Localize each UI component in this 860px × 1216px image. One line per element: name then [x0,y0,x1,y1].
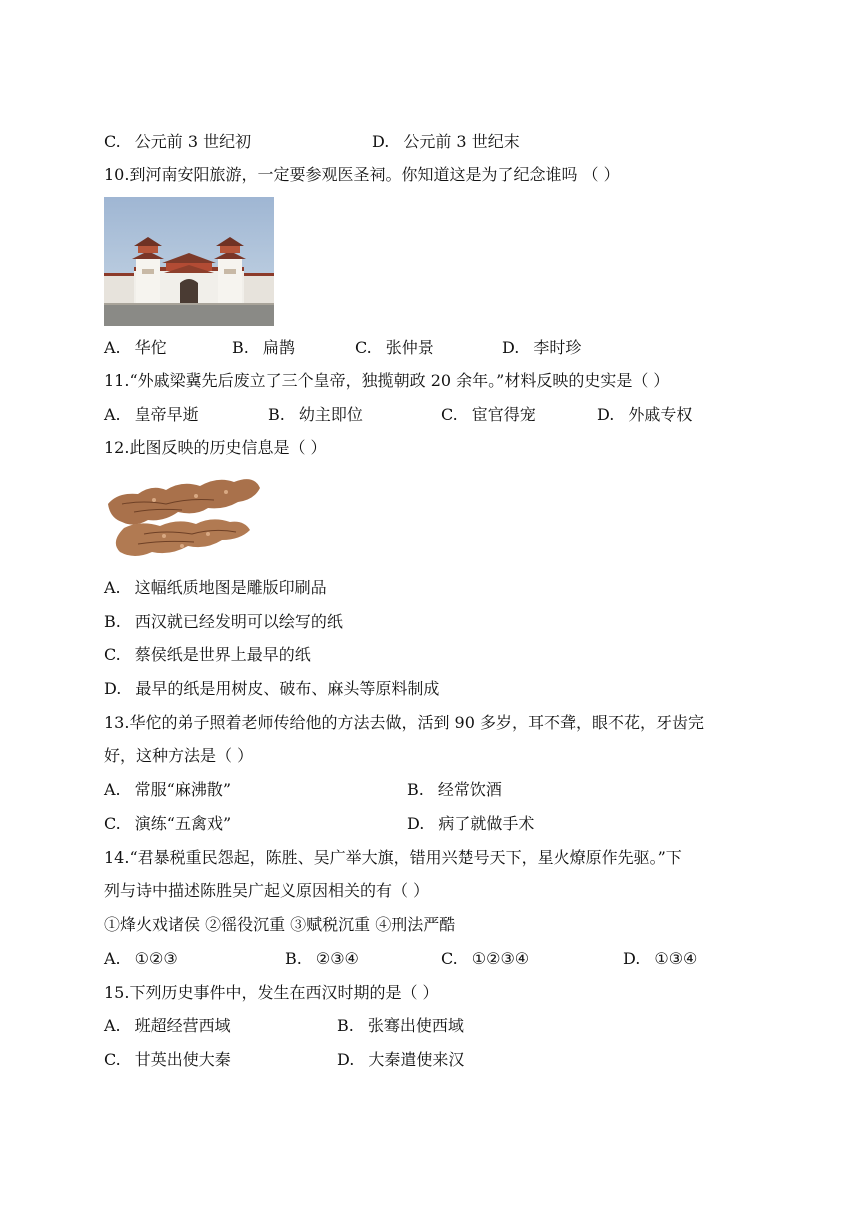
q14-stem-line2: 列与诗中描述陈胜吴广起义原因相关的有（ ） [104,881,430,900]
option-letter: B. [337,1016,354,1035]
option-letter: B. [407,780,424,799]
option-letter: B. [268,405,285,424]
option-letter: C. [104,1050,121,1069]
option-text: 皇帝早逝 [134,405,199,424]
q13-option-d [407,813,534,835]
option-letter: C. [104,132,121,151]
option-text: 班超经营西域 [134,1016,231,1035]
q14-option-c [441,948,529,970]
q12-option-b [104,611,343,633]
q15-option-d [337,1049,464,1071]
option-text: 幼主即位 [298,405,363,424]
option-letter: D. [623,949,641,968]
option-text: 西汉就已经发明可以绘写的纸 [134,612,343,631]
option-letter: C. [441,949,458,968]
option-text: ①②③ [134,949,178,968]
option-letter: D. [597,405,615,424]
option-letter: B. [104,612,121,631]
q11-option-d [597,404,692,426]
q11-stem: 11.“外戚梁冀先后废立了三个皇帝，独揽朝政 20 余年。”材料反映的史实是（ ） [104,371,670,390]
q10-stem: 10.到河南安阳旅游，一定要参观医圣祠。你知道这是为了纪念谁吗 （ ） [104,165,620,184]
option-text: ①③④ [654,949,698,968]
q14-stem-line1: 14.“君暴税重民怨起，陈胜、吴广举大旗，错用兴楚号天下，星火燎原作先驱。”下 [104,848,682,867]
option-letter: C. [355,338,372,357]
q13-option-b [407,779,502,801]
option-letter: D. [104,679,122,698]
option-letter: D. [407,814,425,833]
option-text: 甘英出使大秦 [134,1050,231,1069]
option-letter: A. [104,578,121,597]
option-text: 外戚专权 [628,405,693,424]
q11-option-a [104,404,199,426]
option-text: 最早的纸是用树皮、破布、麻头等原料制成 [135,679,440,698]
option-text: ②③④ [315,949,359,968]
option-letter: C. [441,405,458,424]
option-text: 经常饮酒 [437,780,502,799]
q14-option-b [285,948,359,970]
q15-option-b [337,1015,464,1037]
option-text: 扁鹊 [262,338,295,357]
paper-fragment-photo [104,470,264,566]
q10-option-a [104,337,167,359]
q15-option-a [104,1015,231,1037]
option-text: 演练“五禽戏” [134,814,232,833]
option-text: 这幅纸质地图是雕版印刷品 [134,578,327,597]
q14-items: ①烽火戏诸侯 ②徭役沉重 ③赋税沉重 ④刑法严酷 [104,915,456,934]
option-letter: B. [285,949,302,968]
option-letter: C. [104,645,121,664]
option-text: 常服“麻沸散” [134,780,232,799]
option-text: 华佗 [134,338,167,357]
q13-stem-line2: 好，这种方法是（ ） [104,746,254,765]
memorial-hall-photo [104,197,274,326]
q10-option-b [232,337,295,359]
option-text: 宦官得宠 [471,405,536,424]
q12-option-a [104,577,327,599]
option-letter: A. [104,338,121,357]
q12-stem: 12.此图反映的历史信息是（ ） [104,438,327,457]
q13-option-c [104,813,231,835]
option-text: ①②③④ [471,949,530,968]
option-text: 病了就做手术 [438,814,535,833]
option-text: 张仲景 [385,338,434,357]
option-letter: A. [104,1016,121,1035]
q9-option-d [372,131,520,153]
option-letter: A. [104,949,121,968]
q15-option-c [104,1049,231,1071]
option-letter: B. [232,338,249,357]
option-letter: D. [337,1050,355,1069]
q10-option-d [502,337,581,359]
option-letter: A. [104,405,121,424]
option-text: 蔡侯纸是世界上最早的纸 [134,645,311,664]
option-letter: C. [104,814,121,833]
option-letter: A. [104,780,121,799]
q12-option-c [104,644,311,666]
option-text: 李时珍 [533,338,582,357]
option-text: 张骞出使西域 [367,1016,464,1035]
option-text: 公元前 3 世纪初 [134,132,252,151]
q14-option-d [623,948,697,970]
q14-option-a [104,948,178,970]
option-letter: D. [372,132,390,151]
q11-option-c [441,404,536,426]
q15-stem: 15.下列历史事件中，发生在西汉时期的是（ ） [104,983,439,1002]
option-letter: D. [502,338,520,357]
q10-option-c [355,337,434,359]
q13-stem-line1: 13.华佗的弟子照着老师传给他的方法去做，活到 90 多岁，耳不聋，眼不花，牙齿完 [104,713,704,732]
q12-option-d [104,678,439,700]
q13-option-a [104,779,231,801]
option-text: 公元前 3 世纪末 [403,132,520,151]
q11-option-b [268,404,363,426]
option-text: 大秦遣使来汉 [368,1050,465,1069]
q9-option-c [104,131,251,153]
